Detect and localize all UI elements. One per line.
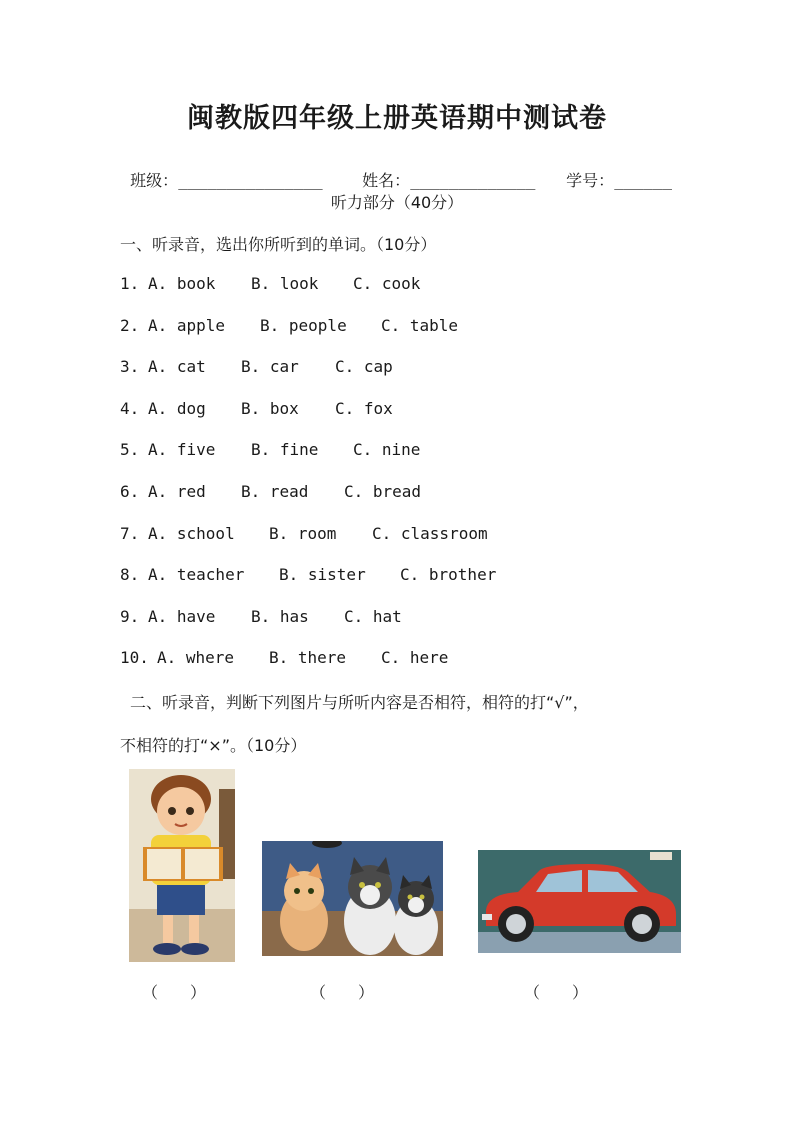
question-number: 10. xyxy=(120,648,149,667)
option-a[interactable]: A. apple xyxy=(148,316,226,335)
option-b[interactable]: B. room xyxy=(269,524,337,543)
option-b[interactable]: B. has xyxy=(251,607,309,626)
question-number: 3. xyxy=(120,357,140,376)
option-b[interactable]: B. read xyxy=(241,482,309,501)
option-c[interactable]: C. fox xyxy=(335,399,393,418)
question-number: 5. xyxy=(120,440,140,459)
option-a[interactable]: A. five xyxy=(148,440,216,459)
class-field xyxy=(120,149,323,191)
boy-reading-book-picture xyxy=(129,769,235,962)
name-field xyxy=(352,149,535,191)
id-blank[interactable]: ______ xyxy=(614,171,672,190)
section1-heading: 一、听录音，选出你所听到的单词。（10分） xyxy=(120,235,437,254)
option-c[interactable]: C. bread xyxy=(344,482,422,501)
option-c[interactable]: C. table xyxy=(381,316,459,335)
option-c[interactable]: C. brother xyxy=(400,565,497,584)
name-blank[interactable]: _____________ xyxy=(410,171,536,190)
question-number: 8. xyxy=(120,565,140,584)
option-a[interactable]: A. school xyxy=(148,524,235,543)
option-c[interactable]: C. hat xyxy=(344,607,402,626)
three-cats-picture xyxy=(262,841,443,956)
question-number: 7. xyxy=(120,524,140,543)
option-b[interactable]: B. people xyxy=(260,316,347,335)
option-c[interactable]: C. cap xyxy=(335,357,393,376)
name-label: 姓名： xyxy=(362,171,411,190)
id-label: 学号： xyxy=(566,171,615,190)
option-b[interactable]: B. box xyxy=(241,399,299,418)
answer-box-1[interactable]: （ ） xyxy=(142,983,207,1002)
option-c[interactable]: C. here xyxy=(381,648,449,667)
question-number: 4. xyxy=(120,399,140,418)
option-a[interactable]: A. cat xyxy=(148,357,206,376)
option-c[interactable]: C. classroom xyxy=(372,524,488,543)
option-c[interactable]: C. cook xyxy=(353,274,421,293)
option-b[interactable]: B. there xyxy=(269,648,347,667)
option-a[interactable]: A. book xyxy=(148,274,216,293)
listening-header: 听力部分（40分） xyxy=(330,193,464,212)
class-blank[interactable]: _______________ xyxy=(178,171,323,190)
question-number: 9. xyxy=(120,607,140,626)
option-b[interactable]: B. fine xyxy=(251,440,319,459)
section2-heading-line2: 不相符的打“×”。（10分） xyxy=(120,736,307,755)
id-field xyxy=(556,149,672,191)
option-b[interactable]: B. sister xyxy=(279,565,366,584)
class-label: 班级： xyxy=(130,171,179,190)
answer-box-2[interactable]: （ ） xyxy=(310,983,375,1002)
section2-heading-line1: 二、听录音，判断下列图片与所听内容是否相符，相符的打“√”， xyxy=(130,693,589,712)
question-number: 6. xyxy=(120,482,140,501)
option-b[interactable]: B. car xyxy=(241,357,299,376)
option-a[interactable]: A. have xyxy=(148,607,216,626)
option-a[interactable]: A. red xyxy=(148,482,206,501)
option-a[interactable]: A. teacher xyxy=(148,565,245,584)
option-c[interactable]: C. nine xyxy=(353,440,421,459)
page-title: 闽教版四年级上册英语期中测试卷 xyxy=(187,103,607,134)
option-b[interactable]: B. look xyxy=(251,274,319,293)
option-a[interactable]: A. where xyxy=(157,648,235,667)
question-number: 2. xyxy=(120,316,140,335)
option-a[interactable]: A. dog xyxy=(148,399,206,418)
question-number: 1. xyxy=(120,274,140,293)
red-car-picture xyxy=(478,850,681,953)
answer-box-3[interactable]: （ ） xyxy=(524,983,589,1002)
